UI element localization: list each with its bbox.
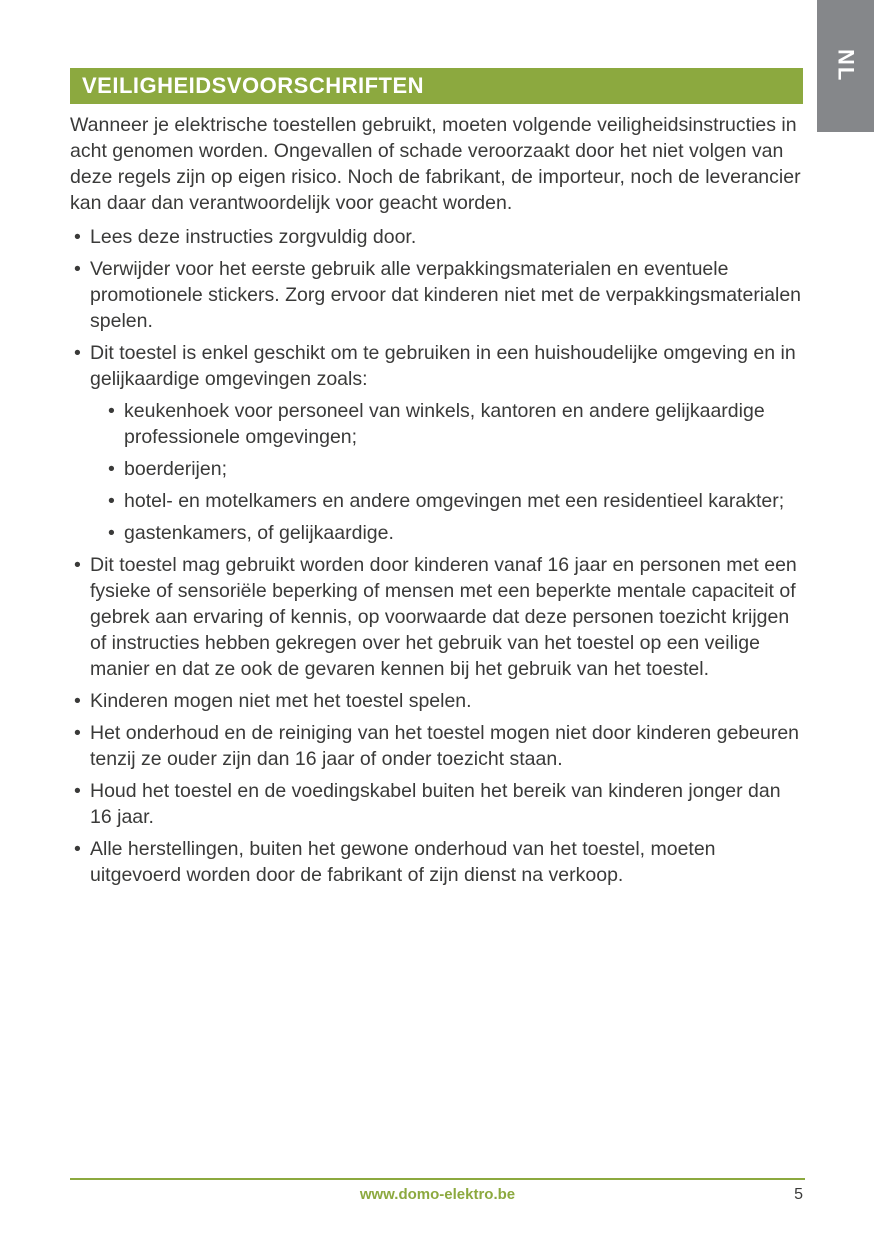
section-title: VEILIGHEIDSVOORSCHRIFTEN [82, 73, 425, 98]
page-footer [70, 1178, 805, 1208]
bullet-item [70, 552, 803, 682]
bullet-text: Lees deze instructies zorgvuldig door. [90, 226, 417, 248]
section-header [70, 68, 803, 104]
bullet-text: Houd het toestel en de voedingskabel buiten het bereik van kinderen jonger dan 16 jaar. [90, 780, 781, 828]
bullet-item [70, 256, 803, 334]
footer-website-link[interactable]: www.domo-elektro.be [359, 1186, 516, 1203]
bullet-text: Dit toestel is enkel geschikt om te gebruiken in een huishoudelijke omgeving en in gelijkaardige omgevingen zoals: [90, 342, 796, 390]
sub-bullet-item: • hotel- en motelkamers en andere omgevingen met een residentieel karakter; [106, 488, 803, 514]
sub-bullet-item: • boerderijen; [106, 456, 803, 482]
page-content [70, 68, 803, 894]
sub-bullet-list [90, 398, 803, 546]
footer-row [70, 1186, 805, 1208]
sub-bullet-item: • keukenhoek voor personeel van winkels, kantoren en andere gelijkaardige professionele omgevingen; [106, 398, 803, 450]
bullet-item [70, 778, 803, 830]
bullet-item [70, 720, 803, 772]
bullet-text: Alle herstellingen, buiten het gewone onderhoud van het toestel, moeten uitgevoerd worden door de fabrikant of zijn dienst na verkoop. [90, 838, 716, 886]
bullet-list [70, 224, 803, 888]
language-tab-label: NL [833, 49, 859, 83]
bullet-text: Kinderen mogen niet met het toestel spelen. [90, 690, 472, 712]
bullet-text: Het onderhoud en de reiniging van het toestel mogen niet door kinderen gebeuren tenzij ze ouder zijn dan 16 jaar of onder toezicht staan. [90, 722, 800, 770]
bullet-text: Verwijder voor het eerste gebruik alle verpakkingsmaterialen en eventuele promotionele stickers. Zorg ervoor dat kinderen niet met de verpakkingsmaterialen spelen. [90, 258, 802, 332]
bullet-item [70, 340, 803, 546]
body-text [70, 112, 803, 888]
sub-bullet-item: • gastenkamers, of gelijkaardige. [106, 520, 803, 546]
intro-paragraph: Wanneer je elektrische toestellen gebruikt, moeten volgende veiligheidsinstructies in acht genomen worden. Ongevallen of schade veroorzaakt door het niet volgen van deze regels zijn op eigen risico. Noch de fabrikant, de importeur, noch de leverancier kan daar dan verantwoordelijk voor geacht worden. [70, 114, 801, 214]
bullet-item [70, 836, 803, 888]
bullet-item [70, 688, 803, 714]
page-number: 5 [794, 1186, 803, 1203]
bullet-text: Dit toestel mag gebruikt worden door kinderen vanaf 16 jaar en personen met een fysieke of sensoriële beperking of mensen met een beperkte mentale capaciteit of gebrek aan ervaring of kennis, op voorwaarde dat deze personen toezicht krijgen of instructies hebben gekregen over het gebruik van het toestel op een veilige manier en dat ze ook de gevaren kennen bij het gebruik van het toestel. [90, 554, 797, 680]
language-tab [817, 0, 874, 132]
bullet-item [70, 224, 803, 250]
